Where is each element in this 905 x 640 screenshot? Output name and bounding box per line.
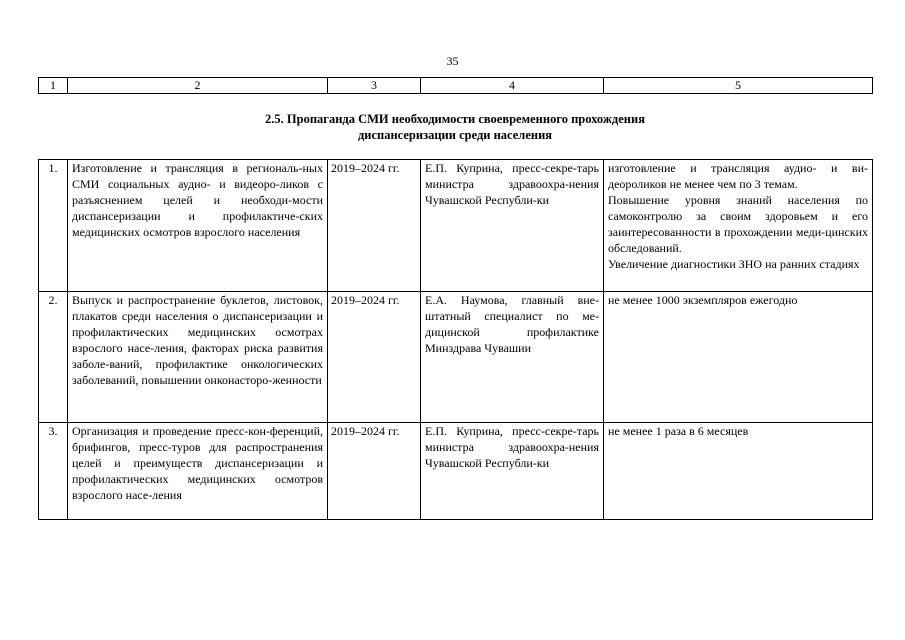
table-row [39,423,873,520]
column-header-3: 3 [328,78,421,94]
section-title-line-1: 2.5. Пропаганда СМИ необходимости своевременного прохождения [265,112,645,126]
activity-cell: Организация и проведение пресс-кон-ференций, брифингов, пресс-туров для распространения целей и преимуществ диспансеризации и профилактических медицинских осмотров взрослого насе-ления [68,423,328,520]
row-number: 3. [39,423,68,520]
activity-cell: Изготовление и трансляция в региональ-ных СМИ социальных аудио- и видеоро-ликов с разъяснением целей и необходи-мости диспансеризации и профилактиче-ских медицинских осмотров взрослого населения [68,160,328,292]
result-text: Увеличение диагностики ЗНО на ранних стадиях [608,257,860,271]
responsible-cell: Е.П. Куприна, пресс-секре-тарь министра здравоохра-нения Чувашской Республи-ки [421,423,604,520]
section-title [38,111,872,143]
period-cell: 2019–2024 гг. [328,292,421,423]
section-title-line-2: диспансеризации среди населения [357,128,553,142]
activity-cell: Выпуск и распространение буклетов, листовок, плакатов среди населения о диспансеризации и профилактических медицинских осмотрах взрослого насе-ления, факторах риска развития заболе-ваний, профилактике онкологических заболеваний, повышении онконасторо-женности [68,292,328,423]
result-cell: не менее 1000 экземпляров ежегодно [604,292,873,423]
result-text: изготовление и трансляция аудио- и ви-деороликов не менее чем по 3 темам. [608,161,868,191]
column-header-2: 2 [68,78,328,94]
responsible-cell: Е.П. Куприна, пресс-секре-тарь министра здравоохра-нения Чувашской Республи-ки [421,160,604,292]
page-number: 35 [446,54,459,68]
result-cell: не менее 1 раза в 6 месяцев [604,423,873,520]
table-row [39,160,873,292]
table-row [39,292,873,423]
period-cell: 2019–2024 гг. [328,160,421,292]
row-number: 2. [39,292,68,423]
column-number-header [38,77,873,94]
row-number: 1. [39,160,68,292]
column-header-4: 4 [421,78,604,94]
responsible-cell: Е.А. Наумова, главный вне-штатный специалист по ме-дицинской профилактике Минздрава Чувашии [421,292,604,423]
column-header-1: 1 [39,78,68,94]
header-row [39,78,873,94]
measures-table [38,159,873,520]
result-cell [604,160,873,292]
result-text: Повышение уровня знаний населения по самоконтролю за своим здоровьем и его заинтересованности в прохождении меди-цинских обследований. [608,193,868,255]
column-header-5: 5 [604,78,873,94]
period-cell: 2019–2024 гг. [328,423,421,520]
